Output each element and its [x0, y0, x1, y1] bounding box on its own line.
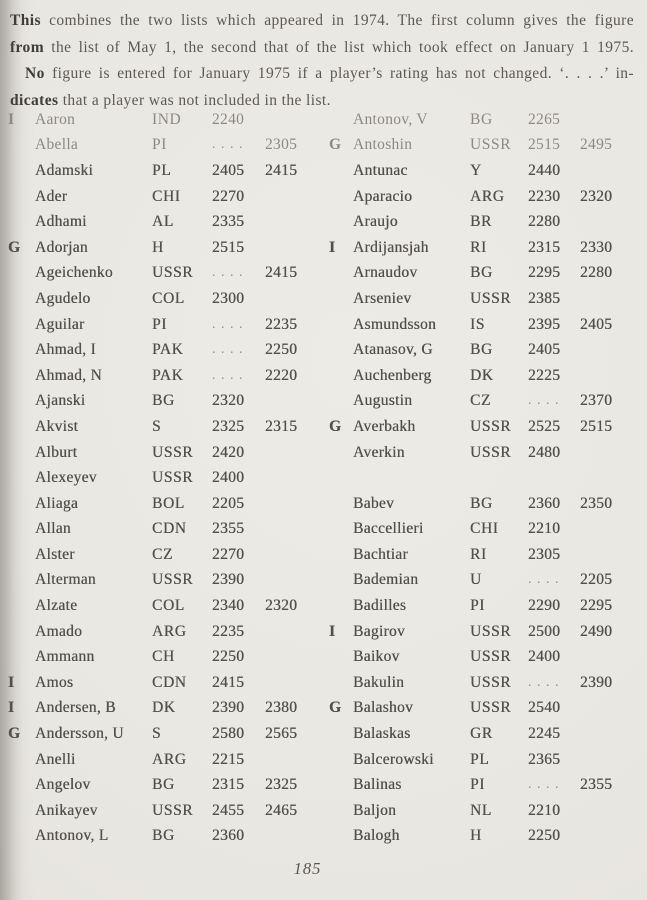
player-name: Abella	[35, 136, 79, 154]
player-name: Bachtiar	[353, 545, 408, 563]
player-name: Arseniev	[353, 289, 412, 307]
federation-code: BOL	[152, 494, 185, 512]
federation-code: CZ	[470, 392, 492, 410]
rating-may: 2315	[212, 776, 245, 794]
intro-line-text: figure is entered for January 1975 if a player’s rating has not changed. ‘. . . .’ in-	[52, 65, 634, 82]
player-name: Antunac	[353, 161, 408, 179]
row-title-marker: I	[8, 699, 15, 717]
table-row	[0, 721, 322, 747]
player-name: Augustin	[353, 392, 413, 410]
rating-may: 2540	[528, 699, 561, 717]
rating-jan: 2355	[580, 776, 613, 794]
federation-code: Y	[470, 161, 482, 179]
rating-jan: 2315	[265, 417, 298, 435]
intro-paragraph	[10, 8, 634, 114]
rating-jan: 2370	[580, 392, 613, 410]
federation-code: IS	[470, 315, 485, 333]
table-row	[322, 107, 647, 133]
rating-may: 2415	[212, 673, 245, 691]
intro-line-text: combines the two lists which appeared in 1974. The first column gives the figure	[49, 12, 634, 29]
player-name: Alexeyev	[35, 469, 97, 487]
federation-code: DK	[152, 699, 176, 717]
player-name: Alster	[35, 545, 75, 563]
row-title-marker: G	[329, 417, 342, 435]
player-name: Andersson, U	[35, 725, 124, 743]
federation-code: USSR	[470, 443, 512, 461]
federation-code: COL	[152, 289, 185, 307]
table-row	[0, 798, 322, 824]
federation-code: ARG	[152, 622, 187, 640]
federation-code: CHI	[470, 520, 499, 538]
table-row	[322, 491, 647, 517]
table-row	[322, 747, 647, 773]
rating-may: 2340	[212, 597, 245, 615]
player-name: Baljon	[353, 801, 397, 819]
player-name: Balashov	[353, 699, 414, 717]
federation-code: BR	[470, 213, 492, 231]
rating-jan: 2330	[580, 238, 613, 256]
player-name: Agudelo	[35, 289, 91, 307]
federation-code: CDN	[152, 520, 187, 538]
rating-may: 2405	[528, 341, 561, 359]
rating-may: 2355	[212, 520, 245, 538]
rating-may: . . . .	[212, 265, 244, 281]
federation-code: ARG	[152, 750, 187, 768]
federation-code: USSR	[152, 801, 194, 819]
federation-code: PI	[470, 597, 485, 615]
player-name: Bagirov	[353, 622, 406, 640]
player-name: Andersen, B	[35, 699, 116, 717]
federation-code: H	[152, 238, 164, 256]
federation-code: USSR	[470, 417, 512, 435]
rating-may: 2360	[212, 827, 245, 845]
rating-may: 2305	[528, 545, 561, 563]
table-row	[0, 261, 322, 287]
rating-may: . . . .	[528, 674, 560, 690]
player-name: Angelov	[35, 776, 91, 794]
federation-code: BG	[470, 264, 493, 282]
row-title-marker: I	[329, 622, 336, 640]
table-row	[322, 312, 647, 338]
player-name: Baikov	[353, 648, 400, 666]
rating-column-right	[322, 107, 647, 849]
table-row	[322, 184, 647, 210]
federation-code: PI	[152, 315, 167, 333]
rating-may: 2240	[212, 110, 245, 128]
table-row	[322, 235, 647, 261]
player-name: Ahmad, N	[35, 366, 102, 384]
table-row	[322, 517, 647, 543]
table-row	[322, 209, 647, 235]
rating-may: 2210	[528, 520, 561, 538]
rating-may: 2390	[212, 571, 245, 589]
table-row	[322, 670, 647, 696]
rating-may: . . . .	[528, 572, 560, 588]
intro-line	[10, 8, 634, 35]
intro-line	[10, 35, 634, 62]
rating-may: 2395	[528, 315, 561, 333]
federation-code: H	[470, 827, 482, 845]
table-row	[322, 696, 647, 722]
rating-may: 2250	[528, 827, 561, 845]
rating-may: . . . .	[212, 316, 244, 332]
player-name: Balaskas	[353, 725, 411, 743]
player-name: Ammann	[35, 648, 95, 666]
federation-code: USSR	[152, 571, 194, 589]
rating-may: . . . .	[212, 342, 244, 358]
page-number: 185	[293, 859, 322, 878]
intro-line-lead: This	[10, 12, 41, 29]
federation-code: PAK	[152, 341, 184, 359]
rating-table	[0, 107, 647, 849]
federation-code: BG	[152, 827, 175, 845]
rating-jan: 2490	[580, 622, 613, 640]
rating-jan: 2465	[265, 801, 298, 819]
rating-jan: 2515	[580, 417, 613, 435]
federation-code: USSR	[470, 289, 512, 307]
player-name: Ader	[35, 187, 68, 205]
rating-may: . . . .	[528, 777, 560, 793]
rating-may: 2480	[528, 443, 561, 461]
row-title-marker: I	[8, 110, 15, 128]
player-name: Auchenberg	[353, 366, 432, 384]
player-name: Amos	[35, 673, 74, 691]
table-row	[0, 389, 322, 415]
federation-code: PI	[152, 136, 167, 154]
rating-may: 2205	[212, 494, 245, 512]
intro-line-text: that a player was not included in the list.	[62, 91, 331, 109]
player-name: Akvist	[35, 417, 79, 435]
table-row	[0, 133, 322, 159]
rating-jan: 2565	[265, 725, 298, 743]
rating-may: 2515	[528, 136, 561, 154]
player-name: Averbakh	[353, 417, 416, 435]
player-name: Alterman	[35, 571, 96, 589]
rating-jan: 2250	[265, 341, 298, 359]
rating-jan: 2390	[580, 673, 613, 691]
rating-jan: 2495	[580, 136, 613, 154]
table-row	[322, 133, 647, 159]
player-name: Aguilar	[35, 315, 85, 333]
player-name: Antonov, L	[35, 827, 109, 845]
federation-code: S	[152, 725, 162, 743]
federation-code: BG	[152, 392, 175, 410]
rating-may: 2525	[528, 417, 561, 435]
table-row	[322, 337, 647, 363]
federation-code: PL	[470, 750, 490, 768]
table-row	[0, 209, 322, 235]
rating-jan: 2320	[265, 597, 298, 615]
player-name: Baccellieri	[353, 520, 424, 538]
rating-may: 2405	[212, 161, 245, 179]
rating-may: 2360	[528, 494, 561, 512]
intro-line-lead: No	[25, 65, 45, 82]
intro-line-text: the list of May 1, the second that of the list which took effect on January 1 1975.	[51, 38, 635, 56]
table-row	[322, 414, 647, 440]
rating-may: 2400	[212, 469, 245, 487]
intro-line	[10, 61, 634, 88]
rating-jan: 2320	[580, 187, 613, 205]
rating-jan: 2295	[580, 597, 613, 615]
federation-code: DK	[470, 366, 494, 384]
rating-may: 2270	[212, 545, 245, 563]
federation-code: USSR	[152, 469, 194, 487]
rating-jan: 2350	[580, 494, 613, 512]
player-name: Antoshin	[353, 136, 413, 154]
table-row	[0, 568, 322, 594]
federation-code: AL	[152, 213, 174, 231]
table-row	[0, 286, 322, 312]
federation-code: PI	[470, 776, 485, 794]
table-row	[0, 670, 322, 696]
table-row	[322, 772, 647, 798]
rating-may: 2270	[212, 187, 245, 205]
federation-code: USSR	[152, 264, 194, 282]
table-row-blank	[322, 465, 647, 491]
rating-may: 2320	[212, 392, 245, 410]
rating-may: 2280	[528, 213, 561, 231]
rating-may: 2580	[212, 725, 245, 743]
player-name: Ageichenko	[35, 264, 113, 282]
rating-may: 2400	[528, 648, 561, 666]
federation-code: BG	[152, 776, 175, 794]
table-row	[322, 158, 647, 184]
rating-jan: 2280	[580, 264, 613, 282]
federation-code: GR	[470, 725, 493, 743]
table-row	[0, 593, 322, 619]
federation-code: USSR	[470, 699, 512, 717]
row-title-marker: G	[329, 136, 342, 154]
player-name: Ajanski	[35, 392, 86, 410]
table-row	[0, 158, 322, 184]
federation-code: PAK	[152, 366, 184, 384]
table-row	[0, 337, 322, 363]
rating-may: 2515	[212, 238, 245, 256]
rating-may: 2235	[212, 622, 245, 640]
player-name: Allan	[35, 520, 71, 538]
player-name: Adamski	[35, 161, 94, 179]
row-title-marker: G	[8, 725, 21, 743]
table-row	[322, 593, 647, 619]
player-name: Ahmad, I	[35, 341, 96, 359]
table-row	[322, 261, 647, 287]
federation-code: RI	[470, 545, 487, 563]
federation-code: ARG	[470, 187, 505, 205]
player-name: Bakulin	[353, 673, 405, 691]
table-row	[322, 389, 647, 415]
rating-may: . . . .	[212, 367, 244, 383]
table-row	[0, 772, 322, 798]
player-name: Amado	[35, 622, 83, 640]
federation-code: USSR	[152, 443, 194, 461]
table-row	[0, 414, 322, 440]
rating-may: 2225	[528, 366, 561, 384]
rating-jan: 2235	[265, 315, 298, 333]
row-title-marker: I	[8, 673, 15, 691]
intro-line-lead: dicates	[10, 91, 59, 109]
table-row	[0, 184, 322, 210]
rating-may: 2440	[528, 161, 561, 179]
rating-may: 2300	[212, 289, 245, 307]
table-row	[0, 542, 322, 568]
federation-code: USSR	[470, 622, 512, 640]
table-row	[0, 619, 322, 645]
table-row	[322, 363, 647, 389]
player-name: Alzate	[35, 597, 78, 615]
federation-code: BG	[470, 494, 493, 512]
rating-may: . . . .	[212, 137, 244, 153]
federation-code: USSR	[470, 136, 512, 154]
rating-jan: 2405	[580, 315, 613, 333]
row-title-marker: G	[8, 238, 21, 256]
rating-may: 2215	[212, 750, 245, 768]
player-name: Averkin	[353, 443, 405, 461]
rating-column-left	[0, 107, 322, 849]
table-row	[0, 747, 322, 773]
table-row	[0, 696, 322, 722]
federation-code: BG	[470, 110, 493, 128]
player-name: Ardijansjah	[353, 238, 429, 256]
row-title-marker: I	[329, 238, 336, 256]
table-row	[0, 107, 322, 133]
table-row	[322, 542, 647, 568]
page-footer	[0, 859, 647, 879]
rating-jan: 2415	[265, 161, 298, 179]
rating-jan: 2305	[265, 136, 298, 154]
player-name: Bademian	[353, 571, 419, 589]
table-row	[0, 363, 322, 389]
player-name: Adorjan	[35, 238, 88, 256]
rating-may: 2500	[528, 622, 561, 640]
rating-may: 2230	[528, 187, 561, 205]
rating-may: 2315	[528, 238, 561, 256]
player-name: Aliaga	[35, 494, 79, 512]
rating-jan: 2380	[265, 699, 298, 717]
player-name: Alburt	[35, 443, 78, 461]
federation-code: COL	[152, 597, 185, 615]
rating-may: 2335	[212, 213, 245, 231]
rating-may: 2295	[528, 264, 561, 282]
table-row	[0, 644, 322, 670]
federation-code: CDN	[152, 673, 187, 691]
player-name: Anelli	[35, 750, 76, 768]
federation-code: BG	[470, 341, 493, 359]
player-name: Badilles	[353, 597, 407, 615]
rating-may: 2210	[528, 801, 561, 819]
federation-code: NL	[470, 801, 492, 819]
table-row	[0, 440, 322, 466]
federation-code: RI	[470, 238, 487, 256]
player-name: Babev	[353, 494, 395, 512]
federation-code: CH	[152, 648, 175, 666]
player-name: Adhami	[35, 213, 87, 231]
federation-code: CHI	[152, 187, 181, 205]
table-row	[0, 491, 322, 517]
rating-may: . . . .	[528, 393, 560, 409]
table-row	[322, 286, 647, 312]
player-name: Balcerowski	[353, 750, 434, 768]
rating-jan: 2220	[265, 366, 298, 384]
table-row	[0, 235, 322, 261]
rating-may: 2265	[528, 110, 561, 128]
table-row	[0, 517, 322, 543]
player-name: Balinas	[353, 776, 402, 794]
federation-code: PL	[152, 161, 172, 179]
rating-may: 2325	[212, 417, 245, 435]
table-row	[322, 721, 647, 747]
player-name: Anikayev	[35, 801, 98, 819]
rating-jan: 2415	[265, 264, 298, 282]
table-row	[322, 644, 647, 670]
table-row	[0, 312, 322, 338]
player-name: Aaron	[35, 110, 76, 128]
player-name: Atanasov, G	[353, 341, 433, 359]
federation-code: S	[152, 417, 162, 435]
federation-code: USSR	[470, 648, 512, 666]
table-row	[322, 619, 647, 645]
player-name: Antonov, V	[353, 110, 428, 128]
player-name: Arnaudov	[353, 264, 418, 282]
federation-code: USSR	[470, 673, 512, 691]
rating-may: 2290	[528, 597, 561, 615]
table-row	[322, 824, 647, 850]
rating-may: 2390	[212, 699, 245, 717]
federation-code: IND	[152, 110, 182, 128]
federation-code: U	[470, 571, 482, 589]
table-row	[0, 465, 322, 491]
table-row	[322, 568, 647, 594]
rating-may: 2385	[528, 289, 561, 307]
row-title-marker: G	[329, 699, 342, 717]
intro-line-lead: from	[10, 38, 45, 56]
player-name: Aparacio	[353, 187, 413, 205]
rating-may: 2245	[528, 725, 561, 743]
player-name: Asmundsson	[353, 315, 437, 333]
rating-may: 2250	[212, 648, 245, 666]
table-row	[0, 824, 322, 850]
table-row	[322, 440, 647, 466]
table-row	[322, 798, 647, 824]
rating-may: 2365	[528, 750, 561, 768]
federation-code: CZ	[152, 545, 174, 563]
player-name: Balogh	[353, 827, 400, 845]
rating-jan: 2325	[265, 776, 298, 794]
rating-may: 2455	[212, 801, 245, 819]
player-name: Araujo	[353, 213, 398, 231]
rating-jan: 2205	[580, 571, 613, 589]
rating-may: 2420	[212, 443, 245, 461]
